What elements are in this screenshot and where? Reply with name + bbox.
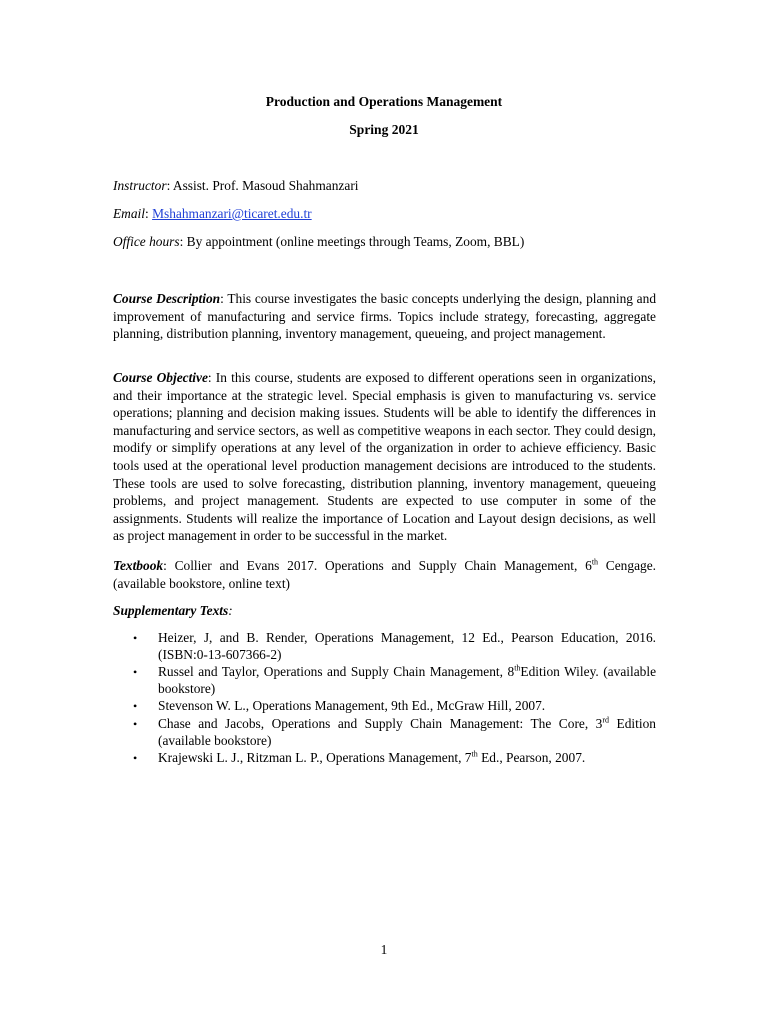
instructor-label: Instructor [113,178,167,193]
reference-list [113,630,656,768]
bullet-icon: • [133,751,138,766]
reference-superscript: rd [602,715,610,725]
bullet-icon: • [133,665,138,680]
list-item [113,716,656,749]
instructor-value: : Assist. Prof. Masoud Shahmanzari [166,178,359,193]
course-description-label: Course Description [113,291,221,306]
document-title: Production and Operations Management [265,94,503,109]
reference-text: Stevenson W. L., Operations Management, 9th Ed., McGraw Hill, 2007. [158,698,546,714]
reference-superscript: th [514,663,521,673]
reference-text-tail: Ed., Pearson, 2007. [477,750,586,766]
supplementary-heading-colon: : [228,603,233,618]
bullet-icon: • [133,631,138,645]
email-separator: : [145,206,153,221]
list-item [113,630,656,663]
bullet-icon: • [133,717,138,732]
office-hours-line [113,234,658,250]
course-objective-label: Course Objective [113,370,208,385]
reference-text-tail: Edition (available bookstore) [158,716,656,748]
textbook-superscript: th [591,557,599,567]
list-item [113,664,656,697]
textbook-text-b: Cengage. (available bookstore, online text) [113,558,657,591]
office-hours-value: : By appointment (online meetings through Teams, Zoom, BBL) [179,234,525,249]
course-objective-text: : In this course, students are exposed to different operations seen in organizations, and their importance at the strategic level. Special emphasis is given to manufacturing vs. service operations; planning and decision making issues. Students will be able to identify the differences in manufacturing and service sectors, as well as competitive weapons in each sector. They could design, modify or simplify operations at any level of the organization in order to achieve efficiency. Basic tools used at the operational level production management decisions are introduced to the students. These tools are used to solve forecasting, distribution planning, inventory management, queueing problems, and project management. Students are expected to use computer in some of the assignments. Students will realize the importance of Location and Layout design decisions, as well as project management in order to be successful in the market. [113,370,657,544]
email-line [113,206,658,222]
reference-text: Heizer, J, and B. Render, Operations Management, 12 Ed., Pearson Education, 2016. (ISBN:0-13-607366-2) [158,630,656,662]
bullet-icon: • [133,699,138,714]
course-objective-paragraph [113,369,656,545]
document-term: Spring 2021 [349,122,419,137]
textbook-paragraph [113,557,656,592]
textbook-label: Textbook [113,558,164,573]
supplementary-heading-text: Supplementary Texts [113,603,229,618]
page-number: 1 [380,942,388,957]
email-link[interactable]: Mshahmanzari@ticaret.edu.tr [152,206,312,221]
email-label: Email [113,206,145,221]
reference-text: Russel and Taylor, Operations and Supply Chain Management, 8 [158,664,515,680]
instructor-line [113,178,658,194]
supplementary-heading [113,603,233,619]
reference-superscript: th [471,749,478,759]
office-hours-label: Office hours [113,234,180,249]
textbook-text-a: : Collier and Evans 2017. Operations and Supply Chain Management, 6 [163,558,592,573]
reference-text-tail: Edition Wiley. (available bookstore) [158,664,657,696]
course-description-text: : This course investigates the basic concepts underlying the design, planning and improvement of manufacturing and service firms. Topics include strategy, forecasting, aggregate planning, distribution planning, inventory management, queueing, and project management. [113,291,657,342]
course-description-paragraph [113,290,656,343]
reference-text: Krajewski L. J., Ritzman L. P., Operations Management, 7 [158,750,472,766]
list-item [113,698,656,715]
list-item [113,750,656,767]
reference-text: Chase and Jacobs, Operations and Supply Chain Management: The Core, 3 [158,716,603,732]
